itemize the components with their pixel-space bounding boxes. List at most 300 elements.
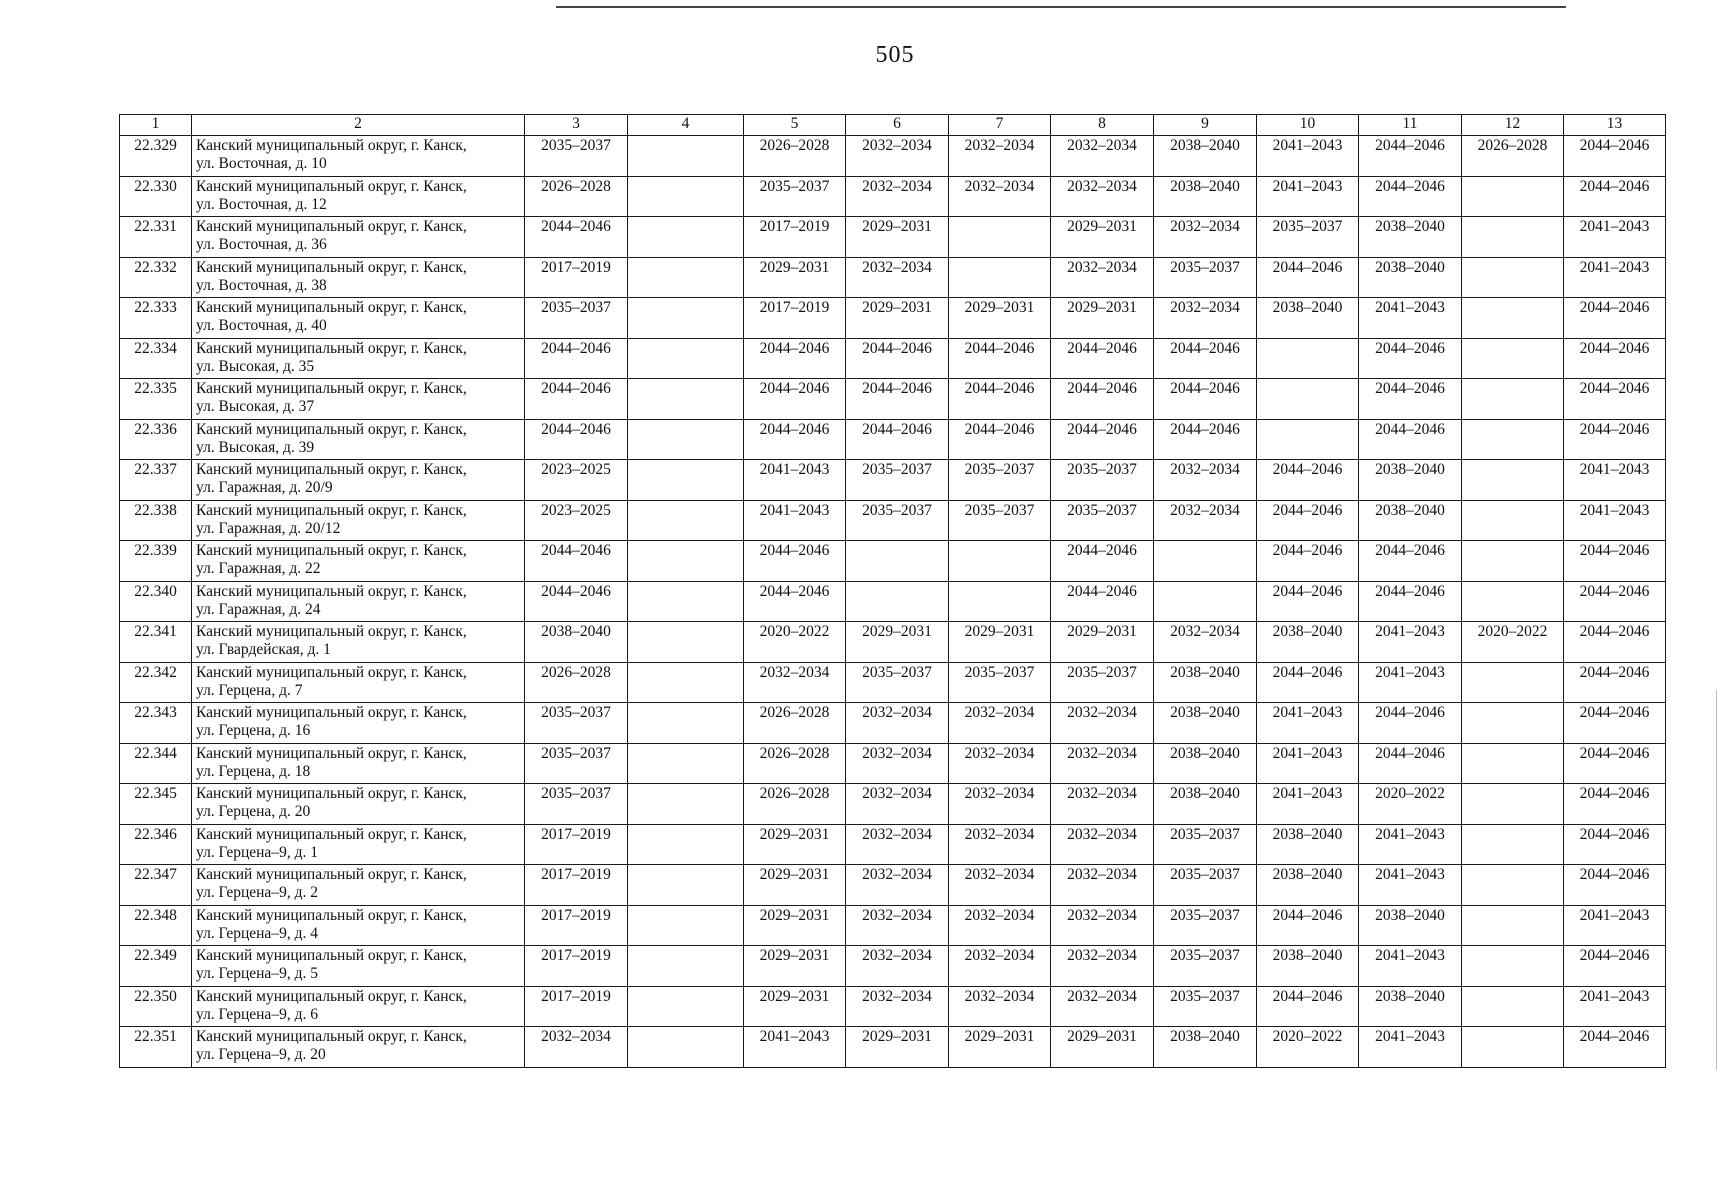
period-col-5: 2029–2031 [744, 257, 846, 298]
period-col-11: 2044–2046 [1359, 541, 1462, 582]
row-number: 22.345 [120, 784, 192, 825]
period-col-12 [1462, 743, 1564, 784]
period-col-9: 2032–2034 [1154, 500, 1257, 541]
period-col-5: 2029–2031 [744, 986, 846, 1027]
period-col-12 [1462, 338, 1564, 379]
period-col-6: 2032–2034 [846, 703, 949, 744]
period-col-7: 2032–2034 [949, 946, 1051, 987]
period-col-6: 2032–2034 [846, 257, 949, 298]
table-row [120, 824, 1666, 865]
address-line-2: ул. Гвардейская, д. 1 [196, 641, 331, 658]
table-row [120, 217, 1666, 258]
table-row [120, 176, 1666, 217]
period-col-11: 2044–2046 [1359, 419, 1462, 460]
period-col-11: 2041–2043 [1359, 865, 1462, 906]
address-line-1: Канский муниципальный округ, г. Канск, [196, 380, 467, 397]
address-line-2: ул. Восточная, д. 38 [196, 276, 327, 294]
period-col-13: 2041–2043 [1564, 217, 1666, 258]
address-cell [192, 257, 525, 298]
period-col-11: 2044–2046 [1359, 743, 1462, 784]
row-number: 22.336 [120, 419, 192, 460]
period-col-5: 2044–2046 [744, 419, 846, 460]
period-col-7: 2029–2031 [949, 622, 1051, 663]
period-col-7: 2044–2046 [949, 379, 1051, 420]
period-col-5: 2041–2043 [744, 460, 846, 501]
period-col-5: 2026–2028 [744, 743, 846, 784]
period-col-8: 2029–2031 [1051, 1027, 1154, 1068]
period-col-5: 2017–2019 [744, 298, 846, 339]
address-line-1: Канский муниципальный округ, г. Канск, [196, 947, 467, 964]
period-col-3: 2038–2040 [525, 622, 628, 663]
address-line-2: ул. Гаражная, д. 20/9 [196, 479, 333, 496]
period-col-5: 2044–2046 [744, 541, 846, 582]
period-col-4 [628, 500, 744, 541]
period-col-9: 2044–2046 [1154, 419, 1257, 460]
period-col-11: 2044–2046 [1359, 581, 1462, 622]
period-col-7: 2035–2037 [949, 500, 1051, 541]
period-col-12 [1462, 581, 1564, 622]
address-line-2: ул. Герцена, д. 20 [196, 803, 311, 820]
period-col-3: 2023–2025 [525, 500, 628, 541]
period-col-3: 2035–2037 [525, 298, 628, 339]
period-col-8: 2029–2031 [1051, 622, 1154, 663]
period-col-7: 2032–2034 [949, 905, 1051, 946]
period-col-9: 2038–2040 [1154, 784, 1257, 825]
period-col-7: 2029–2031 [949, 1027, 1051, 1068]
period-col-13: 2044–2046 [1564, 622, 1666, 663]
row-number: 22.337 [120, 460, 192, 501]
address-cell [192, 217, 525, 258]
period-col-9 [1154, 541, 1257, 582]
address-line-1: Канский муниципальный округ, г. Канск, [196, 825, 467, 843]
table-row [120, 460, 1666, 501]
period-col-10: 2041–2043 [1257, 703, 1359, 744]
period-col-12 [1462, 257, 1564, 298]
period-col-8: 2044–2046 [1051, 379, 1154, 420]
period-col-4 [628, 905, 744, 946]
period-col-6: 2044–2046 [846, 338, 949, 379]
address-cell [192, 622, 525, 663]
period-col-8: 2044–2046 [1051, 541, 1154, 582]
period-col-6: 2032–2034 [846, 865, 949, 906]
period-col-8: 2029–2031 [1051, 298, 1154, 339]
period-col-6: 2032–2034 [846, 986, 949, 1027]
address-cell [192, 743, 525, 784]
period-col-8: 2032–2034 [1051, 946, 1154, 987]
period-col-3: 2044–2046 [525, 541, 628, 582]
period-col-9: 2044–2046 [1154, 379, 1257, 420]
address-cell [192, 905, 525, 946]
period-col-4 [628, 986, 744, 1027]
period-col-12 [1462, 824, 1564, 865]
address-line-1: Канский муниципальный округ, г. Канск, [196, 987, 467, 1005]
row-number: 22.335 [120, 379, 192, 420]
period-col-4 [628, 743, 744, 784]
scan-edge [1716, 690, 1717, 1070]
period-col-11: 2038–2040 [1359, 460, 1462, 501]
address-cell [192, 1027, 525, 1068]
period-col-10: 2041–2043 [1257, 176, 1359, 217]
period-col-6: 2032–2034 [846, 136, 949, 177]
period-col-9: 2032–2034 [1154, 298, 1257, 339]
period-col-8: 2032–2034 [1051, 136, 1154, 177]
table-row [120, 865, 1666, 906]
period-col-3: 2017–2019 [525, 946, 628, 987]
period-col-3: 2026–2028 [525, 662, 628, 703]
row-number: 22.334 [120, 338, 192, 379]
period-col-9: 2032–2034 [1154, 622, 1257, 663]
period-col-6 [846, 541, 949, 582]
period-col-11: 2044–2046 [1359, 136, 1462, 177]
column-header: 4 [628, 115, 744, 136]
period-col-5: 2029–2031 [744, 905, 846, 946]
period-col-12 [1462, 784, 1564, 825]
period-col-5: 2026–2028 [744, 703, 846, 744]
address-line-1: Канский муниципальный округ, г. Канск, [196, 582, 467, 600]
address-line-1: Канский муниципальный округ, г. Канск, [196, 299, 467, 316]
period-col-6: 2032–2034 [846, 946, 949, 987]
period-col-4 [628, 217, 744, 258]
row-number: 22.347 [120, 865, 192, 906]
period-col-13: 2044–2046 [1564, 419, 1666, 460]
period-col-5: 2029–2031 [744, 824, 846, 865]
period-col-8: 2044–2046 [1051, 338, 1154, 379]
row-number: 22.344 [120, 743, 192, 784]
address-line-2: ул. Восточная, д. 10 [196, 155, 327, 172]
period-col-6: 2032–2034 [846, 905, 949, 946]
period-col-11: 2044–2046 [1359, 379, 1462, 420]
period-col-4 [628, 622, 744, 663]
row-number: 22.330 [120, 176, 192, 217]
table-row [120, 136, 1666, 177]
period-col-9 [1154, 581, 1257, 622]
address-line-2: ул. Герцена–9, д. 5 [196, 965, 318, 982]
row-number: 22.338 [120, 500, 192, 541]
period-col-8: 2032–2034 [1051, 176, 1154, 217]
period-col-5: 2035–2037 [744, 176, 846, 217]
row-number: 22.351 [120, 1027, 192, 1068]
period-col-4 [628, 176, 744, 217]
address-line-2: ул. Герцена–9, д. 6 [196, 1005, 318, 1023]
period-col-5: 2020–2022 [744, 622, 846, 663]
period-col-10: 2041–2043 [1257, 136, 1359, 177]
table-row [120, 500, 1666, 541]
period-col-7: 2032–2034 [949, 703, 1051, 744]
address-cell [192, 824, 525, 865]
period-col-11: 2038–2040 [1359, 217, 1462, 258]
period-col-10 [1257, 338, 1359, 379]
period-col-8: 2035–2037 [1051, 500, 1154, 541]
address-line-1: Канский муниципальный округ, г. Канск, [196, 704, 467, 721]
address-line-1: Канский муниципальный округ, г. Канск, [196, 420, 467, 438]
address-cell [192, 298, 525, 339]
period-col-7: 2032–2034 [949, 784, 1051, 825]
table-row [120, 905, 1666, 946]
period-col-12 [1462, 905, 1564, 946]
period-col-11: 2038–2040 [1359, 500, 1462, 541]
period-col-7: 2044–2046 [949, 338, 1051, 379]
column-header: 3 [525, 115, 628, 136]
period-col-7: 2032–2034 [949, 865, 1051, 906]
period-col-8: 2032–2034 [1051, 824, 1154, 865]
period-col-13: 2044–2046 [1564, 662, 1666, 703]
period-col-10: 2038–2040 [1257, 824, 1359, 865]
address-line-2: ул. Высокая, д. 39 [196, 438, 315, 456]
period-col-7: 2029–2031 [949, 298, 1051, 339]
period-col-11: 2038–2040 [1359, 986, 1462, 1027]
period-col-6: 2029–2031 [846, 217, 949, 258]
period-col-10: 2041–2043 [1257, 743, 1359, 784]
period-col-5: 2026–2028 [744, 784, 846, 825]
period-col-11: 2041–2043 [1359, 824, 1462, 865]
table-row [120, 541, 1666, 582]
period-col-7: 2044–2046 [949, 419, 1051, 460]
period-col-10: 2044–2046 [1257, 500, 1359, 541]
period-col-11: 2020–2022 [1359, 784, 1462, 825]
period-col-5: 2044–2046 [744, 338, 846, 379]
period-col-9: 2035–2037 [1154, 986, 1257, 1027]
period-col-4 [628, 703, 744, 744]
period-col-7: 2035–2037 [949, 460, 1051, 501]
period-col-11: 2041–2043 [1359, 1027, 1462, 1068]
period-col-12 [1462, 460, 1564, 501]
period-col-3: 2017–2019 [525, 865, 628, 906]
address-cell [192, 541, 525, 582]
period-col-11: 2041–2043 [1359, 662, 1462, 703]
period-col-11: 2038–2040 [1359, 905, 1462, 946]
period-col-4 [628, 298, 744, 339]
period-col-7: 2032–2034 [949, 824, 1051, 865]
period-col-4 [628, 581, 744, 622]
period-col-6: 2029–2031 [846, 1027, 949, 1068]
period-col-9: 2038–2040 [1154, 703, 1257, 744]
period-col-8: 2032–2034 [1051, 905, 1154, 946]
table-row [120, 379, 1666, 420]
column-header: 8 [1051, 115, 1154, 136]
period-col-9: 2032–2034 [1154, 460, 1257, 501]
period-col-10: 2044–2046 [1257, 460, 1359, 501]
period-col-3: 2035–2037 [525, 703, 628, 744]
period-col-5: 2026–2028 [744, 136, 846, 177]
period-col-10: 2035–2037 [1257, 217, 1359, 258]
address-cell [192, 460, 525, 501]
period-col-7: 2032–2034 [949, 743, 1051, 784]
period-col-12 [1462, 865, 1564, 906]
period-col-3: 2044–2046 [525, 217, 628, 258]
period-col-6: 2032–2034 [846, 784, 949, 825]
period-col-5: 2017–2019 [744, 217, 846, 258]
period-col-9: 2044–2046 [1154, 338, 1257, 379]
period-col-6 [846, 581, 949, 622]
period-col-11: 2041–2043 [1359, 298, 1462, 339]
period-col-6: 2032–2034 [846, 176, 949, 217]
period-col-13: 2041–2043 [1564, 460, 1666, 501]
period-col-3: 2044–2046 [525, 419, 628, 460]
row-number: 22.350 [120, 986, 192, 1027]
repair-schedule-table [119, 114, 1666, 1068]
period-col-3: 2017–2019 [525, 986, 628, 1027]
period-col-13: 2044–2046 [1564, 176, 1666, 217]
address-cell [192, 379, 525, 420]
header-row [120, 115, 1666, 136]
column-header: 5 [744, 115, 846, 136]
table-row [120, 257, 1666, 298]
period-col-3: 2017–2019 [525, 824, 628, 865]
period-col-4 [628, 865, 744, 906]
period-col-7: 2032–2034 [949, 176, 1051, 217]
period-col-7 [949, 257, 1051, 298]
period-col-3: 2023–2025 [525, 460, 628, 501]
period-col-10: 2038–2040 [1257, 622, 1359, 663]
period-col-6: 2029–2031 [846, 298, 949, 339]
row-number: 22.340 [120, 581, 192, 622]
period-col-8: 2032–2034 [1051, 784, 1154, 825]
address-line-2: ул. Герцена, д. 7 [196, 681, 303, 699]
address-line-1: Канский муниципальный округ, г. Канск, [196, 866, 467, 883]
address-line-1: Канский муниципальный округ, г. Канск, [196, 339, 467, 357]
address-line-1: Канский муниципальный округ, г. Канск, [196, 137, 467, 154]
period-col-9: 2038–2040 [1154, 176, 1257, 217]
period-col-12 [1462, 419, 1564, 460]
period-col-9: 2035–2037 [1154, 865, 1257, 906]
address-line-2: ул. Высокая, д. 35 [196, 357, 315, 375]
period-col-3: 2044–2046 [525, 581, 628, 622]
period-col-3: 2035–2037 [525, 743, 628, 784]
period-col-13: 2044–2046 [1564, 865, 1666, 906]
period-col-9: 2035–2037 [1154, 946, 1257, 987]
table-row [120, 662, 1666, 703]
address-line-2: ул. Восточная, д. 12 [196, 195, 327, 213]
row-number: 22.341 [120, 622, 192, 663]
table-row [120, 419, 1666, 460]
period-col-10: 2044–2046 [1257, 662, 1359, 703]
period-col-12: 2020–2022 [1462, 622, 1564, 663]
address-line-2: ул. Герцена–9, д. 1 [196, 843, 318, 861]
table-row [120, 743, 1666, 784]
period-col-3: 2035–2037 [525, 136, 628, 177]
period-col-12 [1462, 1027, 1564, 1068]
period-col-11: 2044–2046 [1359, 703, 1462, 744]
row-number: 22.343 [120, 703, 192, 744]
table-body [120, 136, 1666, 1068]
table-row [120, 784, 1666, 825]
period-col-9: 2038–2040 [1154, 743, 1257, 784]
period-col-13: 2044–2046 [1564, 1027, 1666, 1068]
period-col-10: 2020–2022 [1257, 1027, 1359, 1068]
period-col-7 [949, 541, 1051, 582]
column-header: 9 [1154, 115, 1257, 136]
period-col-12 [1462, 298, 1564, 339]
address-cell [192, 500, 525, 541]
period-col-11: 2038–2040 [1359, 257, 1462, 298]
period-col-4 [628, 541, 744, 582]
address-line-1: Канский муниципальный округ, г. Канск, [196, 218, 467, 235]
row-number: 22.349 [120, 946, 192, 987]
period-col-5: 2044–2046 [744, 379, 846, 420]
period-col-8: 2035–2037 [1051, 460, 1154, 501]
period-col-6: 2029–2031 [846, 622, 949, 663]
table-row [120, 622, 1666, 663]
period-col-3: 2017–2019 [525, 257, 628, 298]
period-col-8: 2044–2046 [1051, 419, 1154, 460]
period-col-10 [1257, 379, 1359, 420]
address-line-2: ул. Высокая, д. 37 [196, 398, 315, 415]
period-col-10: 2038–2040 [1257, 865, 1359, 906]
period-col-12 [1462, 703, 1564, 744]
address-cell [192, 136, 525, 177]
table-row [120, 1027, 1666, 1068]
address-cell [192, 176, 525, 217]
row-number: 22.333 [120, 298, 192, 339]
period-col-3: 2017–2019 [525, 905, 628, 946]
address-cell [192, 662, 525, 703]
period-col-8: 2032–2034 [1051, 257, 1154, 298]
period-col-3: 2035–2037 [525, 784, 628, 825]
period-col-9: 2038–2040 [1154, 1027, 1257, 1068]
period-col-4 [628, 1027, 744, 1068]
table-header [120, 115, 1666, 136]
column-header: 13 [1564, 115, 1666, 136]
column-header: 12 [1462, 115, 1564, 136]
address-line-1: Канский муниципальный округ, г. Канск, [196, 177, 467, 195]
column-header: 6 [846, 115, 949, 136]
period-col-4 [628, 946, 744, 987]
period-col-13: 2044–2046 [1564, 703, 1666, 744]
table-row [120, 581, 1666, 622]
period-col-6: 2035–2037 [846, 500, 949, 541]
period-col-13: 2044–2046 [1564, 784, 1666, 825]
column-header: 10 [1257, 115, 1359, 136]
period-col-9: 2032–2034 [1154, 217, 1257, 258]
address-line-2: ул. Гаражная, д. 24 [196, 600, 321, 618]
address-line-1: Канский муниципальный округ, г. Канск, [196, 501, 467, 519]
row-number: 22.346 [120, 824, 192, 865]
table-row [120, 338, 1666, 379]
period-col-5: 2032–2034 [744, 662, 846, 703]
address-line-1: Канский муниципальный округ, г. Канск, [196, 623, 467, 640]
row-number: 22.332 [120, 257, 192, 298]
address-line-2: ул. Герцена–9, д. 4 [196, 924, 318, 942]
period-col-11: 2044–2046 [1359, 176, 1462, 217]
period-col-9: 2038–2040 [1154, 136, 1257, 177]
address-cell [192, 865, 525, 906]
period-col-6: 2035–2037 [846, 662, 949, 703]
period-col-8: 2044–2046 [1051, 581, 1154, 622]
period-col-5: 2041–2043 [744, 1027, 846, 1068]
period-col-6: 2044–2046 [846, 379, 949, 420]
address-cell [192, 338, 525, 379]
period-col-7: 2032–2034 [949, 136, 1051, 177]
period-col-12 [1462, 986, 1564, 1027]
row-number: 22.342 [120, 662, 192, 703]
address-line-2: ул. Герцена, д. 18 [196, 762, 311, 780]
period-col-4 [628, 460, 744, 501]
period-col-7 [949, 217, 1051, 258]
period-col-9: 2035–2037 [1154, 905, 1257, 946]
period-col-9: 2038–2040 [1154, 662, 1257, 703]
period-col-13: 2044–2046 [1564, 743, 1666, 784]
period-col-11: 2044–2046 [1359, 338, 1462, 379]
address-line-1: Канский муниципальный округ, г. Канск, [196, 663, 467, 681]
period-col-6: 2032–2034 [846, 743, 949, 784]
top-rule [556, 6, 1566, 8]
period-col-8: 2032–2034 [1051, 986, 1154, 1027]
address-line-2: ул. Герцена, д. 16 [196, 722, 311, 739]
period-col-6: 2032–2034 [846, 824, 949, 865]
period-col-12: 2026–2028 [1462, 136, 1564, 177]
period-col-10 [1257, 419, 1359, 460]
period-col-12 [1462, 500, 1564, 541]
